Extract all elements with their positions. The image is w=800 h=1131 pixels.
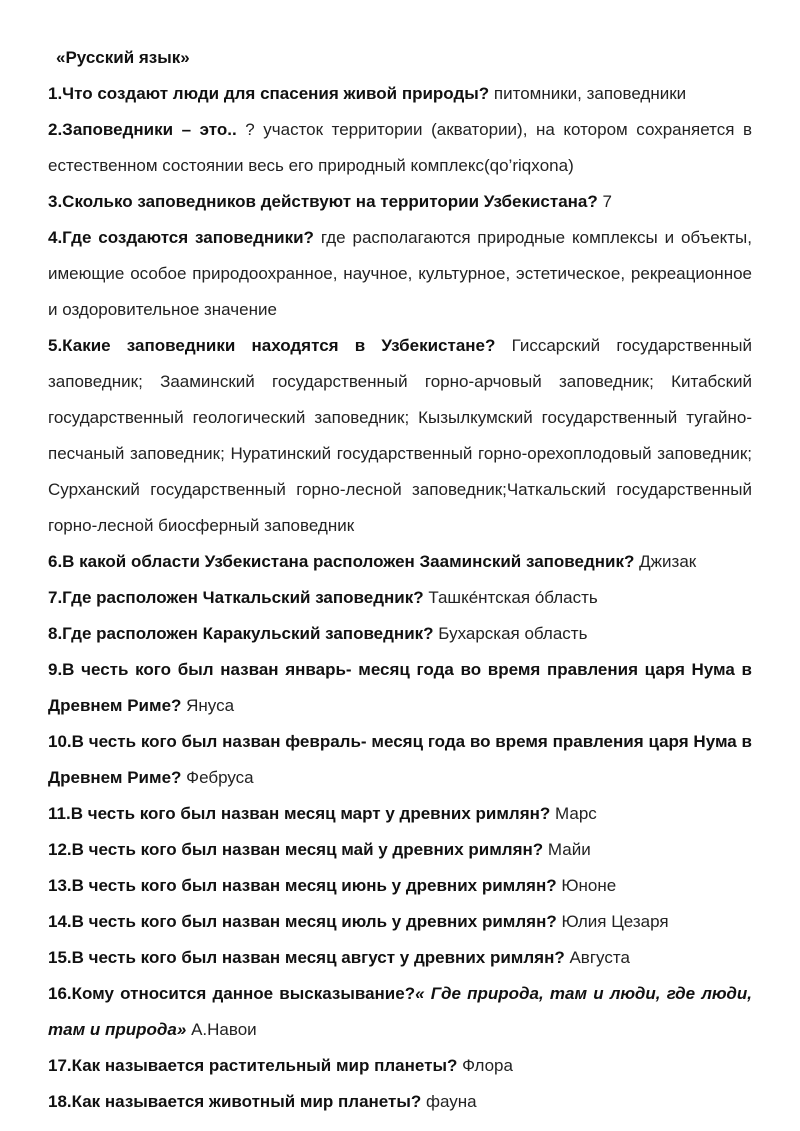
question-text: 14.В честь кого был назван месяц июль у древних римлян?: [48, 912, 557, 931]
question-text: 17.Как называется растительный мир планеты?: [48, 1056, 458, 1075]
quote-text: « Где природа, там и люди, где люди, там и природа»: [48, 984, 752, 1039]
answer-text: Флора: [462, 1056, 513, 1075]
answer-text: Майи: [547, 840, 591, 859]
qa-item-16: [48, 976, 752, 1048]
answer-text: Августа: [569, 948, 630, 967]
answer-text: питомники, заповедники: [493, 84, 687, 103]
answer-text: Гиссарский государственный заповедник; Зааминский государственный горно-арчовый заповедник; Китабский государственный геологический заповедник; Кызылкумский государственный тугайно-песчаный заповедник; Нуратинский государственный горно-орехоплодовый заповедник; Сурханский государственный горно-лесной заповедник;Чаткальский государственный горно-лесной биосферный заповедник: [48, 336, 752, 535]
qa-item-3: [48, 184, 752, 220]
answer-text: ? участок территории (акватории), на котором сохраняется в естественном состоянии весь его природный комплекс(qo’riqxona): [48, 120, 752, 175]
qa-item-11: [48, 796, 752, 832]
question-text: 12.В честь кого был назван месяц май у древних римлян?: [48, 840, 544, 859]
question-text: 1.Что создают люди для спасения живой природы?: [48, 84, 490, 103]
question-text: 11.В честь кого был назван месяц март у древних римлян?: [48, 804, 551, 823]
qa-item-6: [48, 544, 752, 580]
qa-item-10: [48, 724, 752, 796]
qa-item-15: [48, 940, 752, 976]
answer-text: Ташке́нтская о́бласть: [428, 588, 598, 607]
answer-text: Юноне: [561, 876, 617, 895]
qa-item-12: [48, 832, 752, 868]
question-text: 8.Где расположен Каракульский заповедник?: [48, 624, 434, 643]
answer-text: А.Навои: [191, 1020, 257, 1039]
qa-item-17: [48, 1048, 752, 1084]
answer-text: Джизак: [639, 552, 697, 571]
answer-text: Марс: [555, 804, 597, 823]
qa-item-9: [48, 652, 752, 724]
question-text: 18.Как называется животный мир планеты?: [48, 1092, 422, 1111]
qa-item-4: [48, 220, 752, 328]
question-text: 6.В какой области Узбекистана расположен Зааминский заповедник?: [48, 552, 635, 571]
question-text: 15.В честь кого был назван месяц август у древних римлян?: [48, 948, 565, 967]
answer-text: Юлия Цезаря: [561, 912, 669, 931]
qa-item-1: [48, 76, 752, 112]
question-text: 5.Какие заповедники находятся в Узбекистане?: [48, 336, 496, 355]
question-text: 2.Заповедники – это..: [48, 120, 237, 139]
qa-item-13: [48, 868, 752, 904]
question-text: 3.Сколько заповедников действуют на территории Узбекистана?: [48, 192, 598, 211]
answer-text: где располагаются природные комплексы и объекты, имеющие особое природоохранное, научное, культурное, эстетическое, рекреационное и оздоровительное значение: [48, 228, 753, 319]
answer-text: Фебруса: [186, 768, 254, 787]
question-text: 10.В честь кого был назван февраль- месяц года во время правления царя Нума в Древнем Риме?: [48, 732, 752, 787]
qa-item-18: [48, 1084, 752, 1120]
question-text: 13.В честь кого был назван месяц июнь у древних римлян?: [48, 876, 557, 895]
question-text: 7.Где расположен Чаткальский заповедник?: [48, 588, 424, 607]
answer-text: Бухарская область: [438, 624, 588, 643]
question-text: 9.В честь кого был назван январь- месяц года во время правления царя Нума в Древнем Риме?: [48, 660, 752, 715]
question-text: 16.Кому относится данное высказывание?: [48, 984, 416, 1003]
document-title: «Русский язык»: [56, 48, 190, 67]
answer-text: 7: [602, 192, 612, 211]
qa-item-2: [48, 112, 752, 184]
answer-text: Януса: [186, 696, 235, 715]
question-text: 4.Где создаются заповедники?: [48, 228, 314, 247]
qa-item-8: [48, 616, 752, 652]
answer-text: фауна: [426, 1092, 477, 1111]
qa-item-7: [48, 580, 752, 616]
qa-item-5: [48, 328, 752, 544]
qa-item-14: [48, 904, 752, 940]
